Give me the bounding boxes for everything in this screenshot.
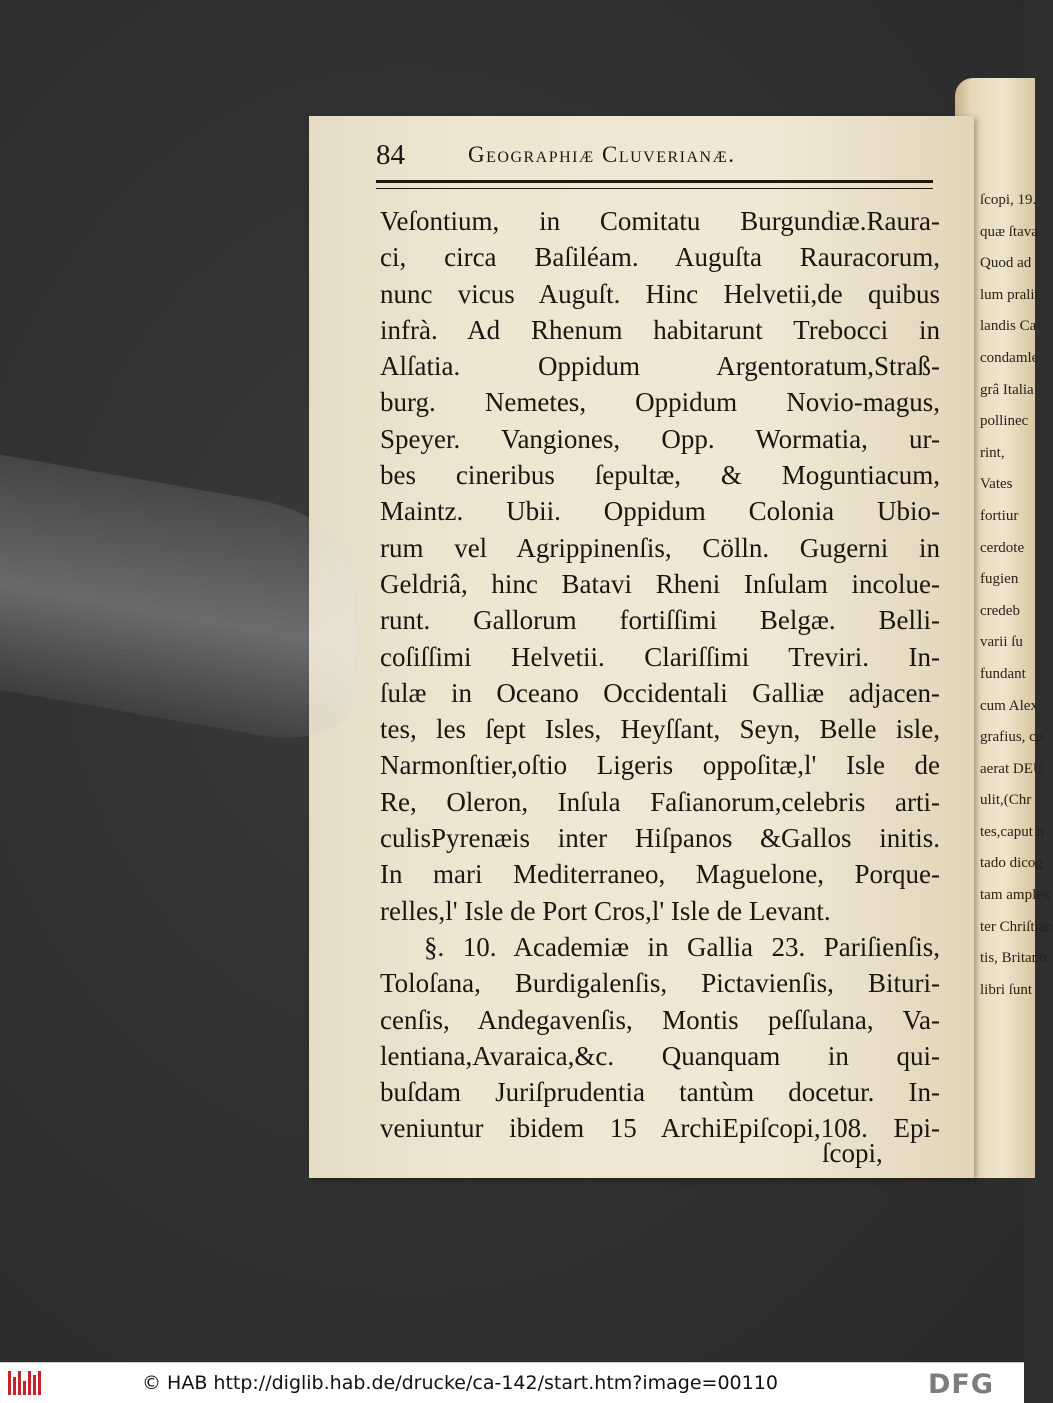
facing-page-text — [980, 185, 1053, 1006]
facing-page-line: rint, — [980, 444, 1005, 461]
facing-page-line: ulit,(Chr — [980, 792, 1032, 809]
facing-page-line: condamle — [980, 349, 1039, 366]
text-line: Toloſana, Burdigalenſis, Pictavienſis, Bituri- — [380, 968, 940, 999]
text-line: tes, les ſept Isles, Heyſſant, Seyn, Belle isle, — [380, 714, 940, 745]
facing-page-line: grafius, cp — [980, 729, 1044, 746]
page-number: 84 — [376, 139, 405, 171]
catchword: ſcopi, — [822, 1138, 883, 1168]
facing-page-line: ter Chriſtian — [980, 918, 1053, 935]
text-line: Alſatia. Oppidum Argentoratum,Straß- — [380, 351, 940, 382]
header-rule-thin — [376, 188, 933, 189]
text-line: Maintz. Ubii. Oppidum Colonia Ubio- — [380, 496, 940, 527]
facing-page-line: grâ Italia — [980, 381, 1034, 398]
text-line: ci, circa Baſiléam. Auguſta Rauracorum, — [380, 242, 940, 273]
facing-page-line: tes,caput h — [980, 823, 1045, 840]
text-line: culisPyrenæis inter Hiſpanos &Gallos initis. — [380, 823, 940, 854]
text-line: Speyer. Vangiones, Opp. Wormatia, ur- — [380, 423, 940, 454]
facing-page-line: lum pralit — [980, 286, 1039, 303]
text-line: coſiſſimi Helvetii. Clariſſimi Treviri. In- — [380, 641, 940, 672]
text-line: nunc vicus Auguſt. Hinc Helvetii,de quibus — [380, 278, 940, 309]
text-line: cenſis, Andegavenſis, Montis peſſulana, Va- — [380, 1004, 940, 1035]
text-line: §. 10. Academiæ in Gallia 23. Pariſienſis, — [424, 931, 940, 962]
facing-page-line: cum Alex — [980, 697, 1038, 714]
text-line: ſulæ in Oceano Occidentali Galliæ adjacen- — [380, 677, 940, 708]
text-line: runt. Gallorum fortiſſimi Belgæ. Belli- — [380, 605, 940, 636]
facing-page-line: fortiur — [980, 507, 1019, 524]
text-line: Veſontium, in Comitatu Burgundiæ.Raura- — [380, 206, 940, 236]
page-title: Geographiæ Cluverianæ. — [468, 142, 736, 167]
facing-page-line: credeb — [980, 602, 1020, 619]
header-rule — [376, 180, 933, 183]
facing-page-line: landis Ca — [980, 318, 1037, 335]
copyright-url[interactable]: © HAB http://diglib.hab.de/drucke/ca-142/start.htm?image=00110 — [142, 1372, 778, 1394]
facing-page-line: Quod ad — [980, 255, 1032, 272]
facing-page-line: tam amplex — [980, 887, 1051, 904]
text-line: veniuntur ibidem 15 ArchiEpiſcopi,108. Epi- — [380, 1113, 940, 1144]
facing-page-line: tado dicog — [980, 855, 1043, 872]
facing-page-line: cerdote — [980, 539, 1025, 556]
viewer-footer — [0, 1362, 1024, 1403]
text-line: In mari Mediterraneo, Maguelone, Porque- — [380, 859, 940, 890]
text-line: Narmonſtier,oſtio Ligeris oppoſitæ,l' Isle de — [380, 750, 940, 781]
text-line: relles,l' Isle de Port Cros,l' Isle de Levant. — [380, 895, 831, 926]
facing-page-line: ſcopi, 19. — [980, 192, 1037, 208]
dfg-logo: DFG — [928, 1369, 995, 1400]
hab-logo-icon — [8, 1371, 44, 1395]
facing-page-line: Vates — [980, 476, 1013, 493]
text-line: Re, Oleron, Inſula Faſianorum,celebris arti- — [380, 786, 940, 817]
running-head — [376, 136, 941, 180]
text-line: Geldriâ, hinc Batavi Rheni Inſulam incolue- — [380, 568, 940, 599]
text-line: infrà. Ad Rhenum habitarunt Trebocci in — [380, 314, 940, 345]
text-line: rum vel Agrippinenſis, Cölln. Gugerni in — [380, 532, 940, 563]
text-line: lentiana,Avaraica,&c. Quanquam in qui- — [380, 1040, 940, 1071]
facing-page-line: aerat DEU — [980, 760, 1044, 777]
body-text — [380, 203, 940, 1147]
text-line: bes cineribus ſepultæ, & Moguntiacum, — [380, 460, 940, 491]
text-line: burg. Nemetes, Oppidum Novio-magus, — [380, 387, 940, 418]
facing-page-line: varii ſu — [980, 634, 1023, 651]
facing-page-line: tis, Britann — [980, 950, 1047, 967]
text-line: buſdam Juriſprudentia tantùm docetur. In- — [380, 1077, 940, 1108]
facing-page-line: pollinec — [980, 413, 1029, 430]
facing-page-line: quæ ſtava — [980, 223, 1038, 240]
facing-page-line: libri ſunt — [980, 981, 1033, 998]
facing-page-line: fundant — [980, 665, 1026, 682]
facing-page-line: fugien — [980, 571, 1019, 588]
